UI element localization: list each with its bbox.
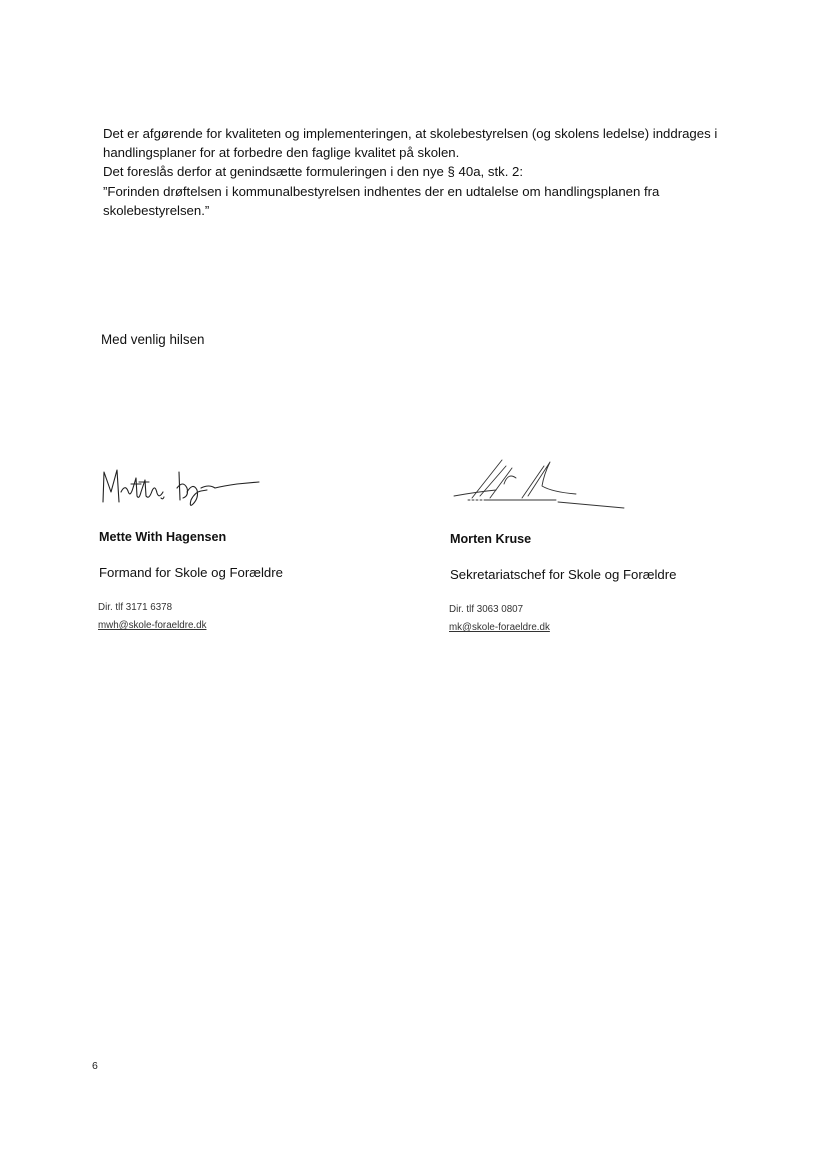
signatory-name-left: Mette With Hagensen: [99, 530, 227, 544]
page-number: 6: [92, 1060, 98, 1072]
signature-right: [446, 452, 631, 516]
signatory-phone-left: Dir. tlf 3171 6378: [98, 602, 173, 613]
signatory-name-right: Morten Kruse: [450, 532, 532, 546]
body-paragraph: [103, 124, 743, 220]
signatory-phone-right: Dir. tlf 3063 0807: [449, 604, 524, 615]
signature-left: [97, 458, 277, 510]
signatory-title-left: Formand for Skole og Forældre: [99, 565, 283, 580]
paragraph-line-1: Det er afgørende for kvaliteten og implementeringen, at skolebestyrelsen (og skolens ledelse) inddrages i handlingsplaner for at forbedre den faglige kvalitet på skolen.: [103, 126, 718, 161]
paragraph-line-2: Det foreslås derfor at genindsætte formuleringen i den nye § 40a, stk. 2:: [103, 164, 524, 180]
signatory-email-right[interactable]: mk@skole-foraeldre.dk: [449, 622, 550, 633]
paragraph-line-3: ”Forinden drøftelsen i kommunalbestyrelsen indhentes der en udtalelse om handlingsplanen fra skolebestyrelsen.”: [103, 183, 660, 218]
closing-greeting: Med venlig hilsen: [101, 332, 205, 347]
signatory-email-left[interactable]: mwh@skole-foraeldre.dk: [98, 620, 207, 631]
signatory-title-right: Sekretariatschef for Skole og Forældre: [450, 567, 677, 582]
